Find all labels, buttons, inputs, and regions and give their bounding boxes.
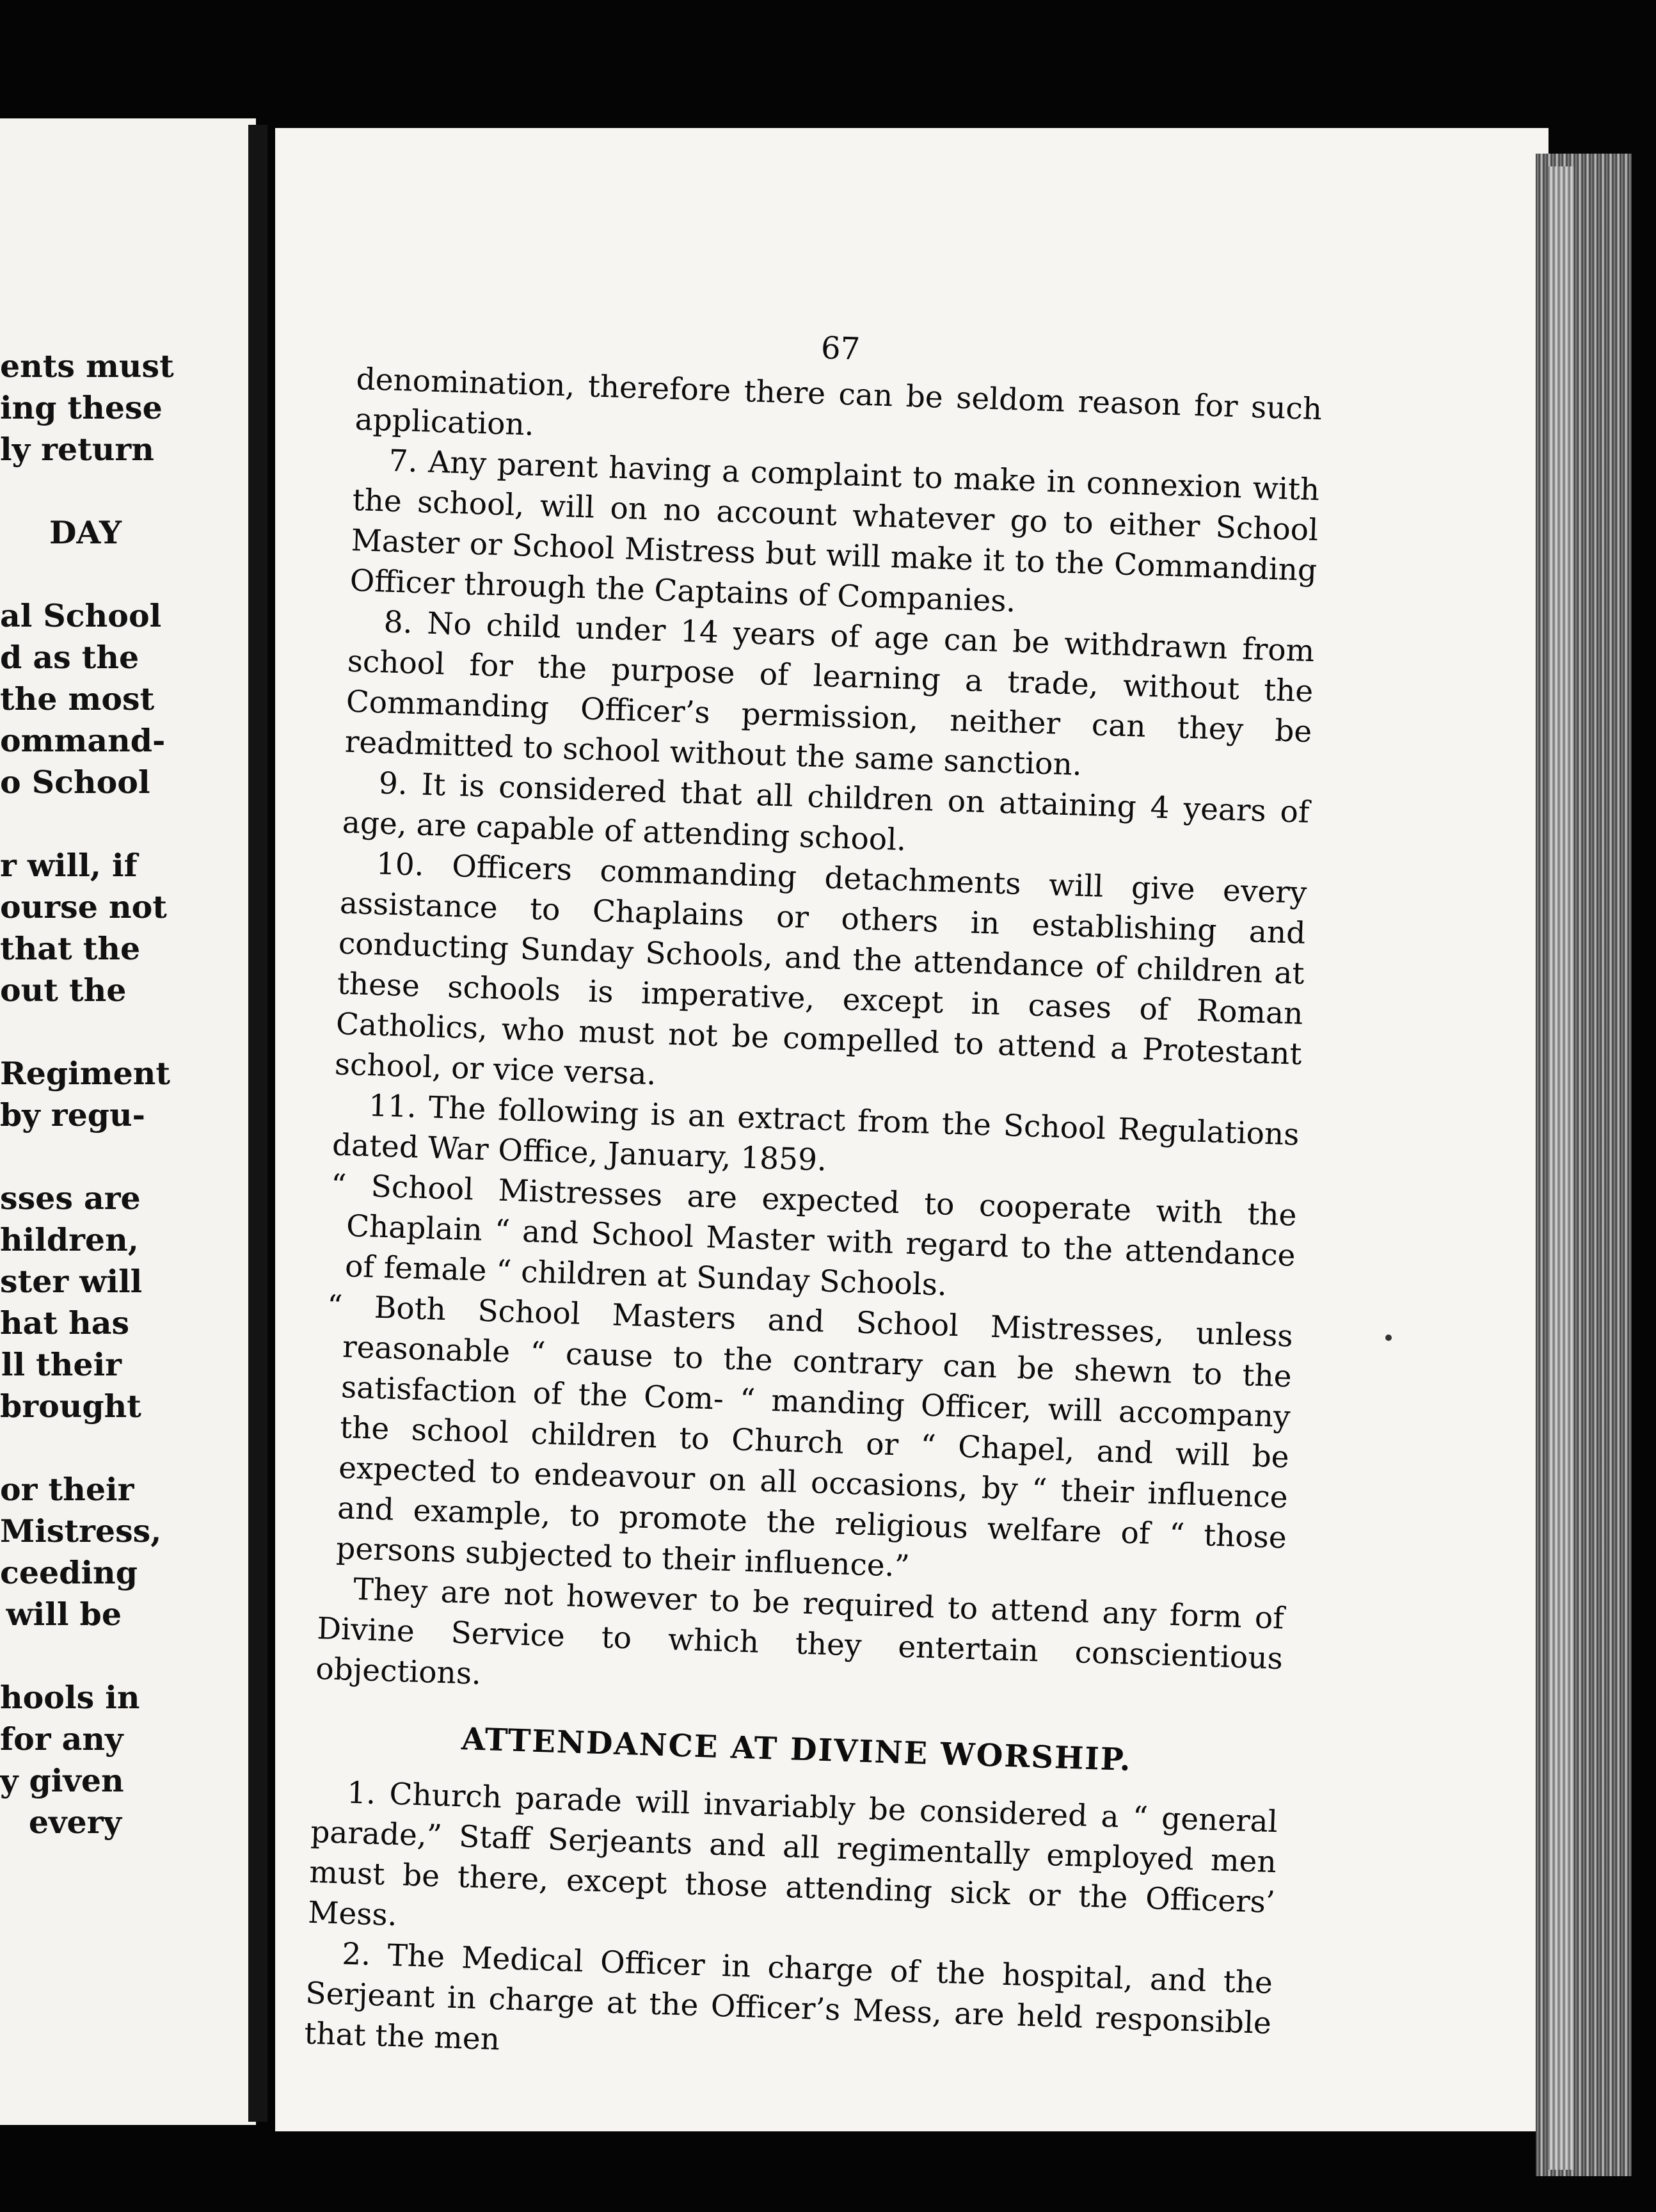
- left-page-line: hools in: [0, 1679, 140, 1716]
- left-page-gap: [0, 1136, 122, 1178]
- paragraph: They are not however to be required to attend any form of Divine Service to which they entertain conscientious objections.: [315, 1571, 1285, 1692]
- quoted-regulation: “ Both School Masters and School Mistresses, unless reasonable “ cause to the contrary can be shewn to the satisfaction of the Com- “ manding Officer, will accompany the school children to Church or “ Chapel, and will be expected to endeavour on all occasions, by “ their influence and example, to promote the religious welfare of “ those persons subjected to their influence.”: [326, 1288, 1294, 1585]
- paragraph: 2. The Medical Officer in charge of the hospital, and the Serjeant in charge at the Officer’s Mess, are held responsible that the men: [303, 1936, 1273, 2058]
- left-page-line: Mistress,: [0, 1512, 162, 1550]
- left-page-line: sses are: [0, 1180, 141, 1217]
- left-page-gap: [0, 1011, 122, 1053]
- left-page-line: al School: [0, 597, 162, 634]
- page-edges-inner: [1549, 166, 1574, 2170]
- left-page-gap: [0, 470, 122, 512]
- left-page-line: every: [28, 1804, 122, 1841]
- paragraph: 9. It is considered that all children on attaining 4 years of age, are capable of attending school.: [342, 765, 1310, 858]
- section-heading: ATTENDANCE AT DIVINE WORSHIP.: [461, 1721, 1133, 1779]
- left-page-line: ll their: [1, 1346, 122, 1383]
- right-page-text: [304, 314, 1325, 2084]
- left-page-gap: [0, 803, 122, 845]
- left-page-line: ents must: [0, 348, 174, 385]
- left-page-text: [0, 346, 174, 1843]
- left-page-line: for any: [0, 1720, 123, 1758]
- quoted-regulation: “ School Mistresses are expected to cooperate with the Chaplain “ and School Master with regard to the attendance of female “ children at Sunday Schools.: [330, 1167, 1298, 1303]
- left-page-line: hildren,: [0, 1221, 139, 1258]
- left-page-gap: [0, 554, 122, 595]
- page-number: 67: [820, 330, 861, 367]
- left-page-line: ceeding: [0, 1554, 138, 1591]
- paragraph: 10. Officers commanding detachments will give every assistance to Chaplains or others in establishing and conducting Sunday Schools, and the attendance of children at these schools is imperative, except in cases of Roman Catholics, who must not be compelled to attend a Protestant school, or vice versa.: [334, 846, 1308, 1093]
- left-page-line: or their: [0, 1471, 134, 1508]
- left-page-line: ourse not: [0, 888, 167, 926]
- paragraph: 11. The following is an extract from the School Regulations dated War Office, January, 1859.: [331, 1088, 1300, 1178]
- left-page-line: ster will: [0, 1263, 143, 1300]
- left-page-line: Regiment: [0, 1055, 171, 1092]
- left-page-line: the most: [0, 680, 155, 717]
- left-page-line: brought: [0, 1388, 141, 1425]
- left-page-line: by regu-: [0, 1096, 146, 1134]
- paragraph: 7. Any parent having a complaint to make in connexion with the school, will on no account whatever go to either School Master or School Mistress but will make it to the Commanding Officer through the Captains of Companies.: [349, 443, 1320, 620]
- left-page-line: ing these: [0, 389, 163, 426]
- left-page-line: ommand-: [0, 722, 166, 759]
- left-page-line: y given: [0, 1762, 124, 1799]
- left-page-gap: [0, 1427, 122, 1469]
- left-page-line: DAY: [49, 514, 122, 551]
- left-page-line: ly return: [0, 431, 154, 468]
- left-page-line: will be: [6, 1596, 122, 1633]
- left-page-gap: [0, 1635, 122, 1677]
- left-page-line: d as the: [0, 639, 139, 676]
- paragraph: 8. No child under 14 years of age can be withdrawn from school for the purpose of learning a trade, without the Commanding Officer’s permission, neither can they be readmitted to school without the same sanction.: [344, 604, 1316, 783]
- paragraph: 1. Church parade will invariably be considered a “ general parade,” Staff Serjeants and all regimentally employed men must be there, except those attending sick or the Officers’ Mess.: [307, 1775, 1278, 1934]
- ink-spot: [1385, 1334, 1392, 1341]
- left-page-line: that the: [0, 930, 141, 967]
- left-page-line: out the: [0, 972, 127, 1009]
- book-gutter: [248, 125, 267, 2122]
- left-page-line: o School: [0, 764, 150, 801]
- left-page-line: hat has: [0, 1304, 130, 1342]
- paragraph: denomination, therefore there can be seldom reason for such application.: [354, 361, 1323, 443]
- left-page-line: r will, if: [0, 847, 138, 884]
